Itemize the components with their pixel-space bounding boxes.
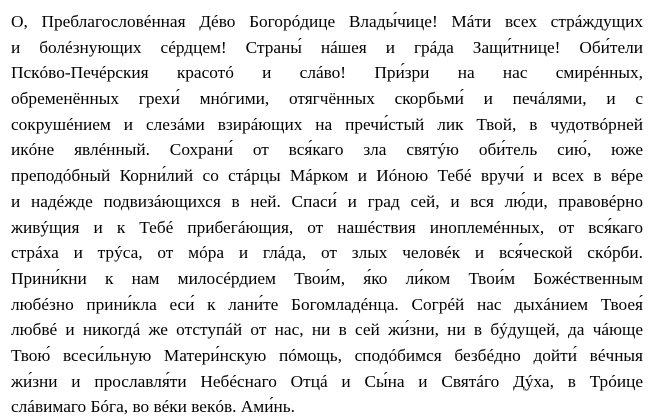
text-line: преподóбный Корни́лий со стáрцы Мáрком и Иóною Тебé вручи́ и всех в вéре — [11, 166, 643, 186]
text-line: и болéзнующих сéрдцем! Страны́ нáшея и грáда Защи́тнице! Оби́тели — [11, 37, 643, 57]
text-line: любéзно прини́кла еси́ к лани́те Богомладéнца. Согрéй нас дыхáнием Твоея́ — [11, 294, 643, 314]
text-line: и надéжде подвизáющихся в ней. Спаси́ и град сей, и вся лю́ди, правовéрно — [11, 191, 643, 211]
text-line: обременённых грехи́ мнóгими, отягчённых скорбьми́ и печáлями, и с — [11, 89, 643, 109]
text-line: жи́зни и прославля́ти Небéснаго Отцá и Сы́на и Святáго Дýха, в Трóице — [11, 371, 643, 391]
text-line: Твою́ всеси́льную Матери́нскую пóмощь, сподóбимся безбéдно дойти́ вéчныя — [11, 345, 643, 365]
text-line-last: слáвимаго Бóга, во вéки векóв. Ами́нь. — [11, 397, 295, 417]
text-line: Пскóво-Печéрския красотó и слáво! При́зри на нас смирéнных, — [11, 63, 643, 83]
text-line: живýщия и к Тебé прибегáющия, от нашéствия иноплемéнных, от вся́каго — [11, 217, 643, 237]
text-line: икóне явлéнный. Сохрани́ от вся́каго зла святýю оби́тель сию́, юже — [11, 140, 643, 160]
prayer-paragraph — [11, 9, 643, 420]
text-line: О, Преблагословéнная Дéво Богорóдице Влады́чице! Мáти всех стрáждущих — [11, 12, 643, 31]
text-line: любвé и никогдá же отступáй от нас, ни в сей жи́зни, ни в бýдущей, да чáюще — [11, 320, 643, 340]
text-line: Прини́кни к нам милосéрдием Твои́м, я́ко ли́ком Твои́м Божéственным — [11, 268, 643, 288]
text-line: стрáха и трýса, от мóра и глáда, от злых человéк и вся́ческой скóрби. — [11, 243, 643, 263]
text-line: сокрушéнием и слезáми взирáющих на пречи́стый лик Твой, в чудотвóрней — [11, 114, 643, 134]
